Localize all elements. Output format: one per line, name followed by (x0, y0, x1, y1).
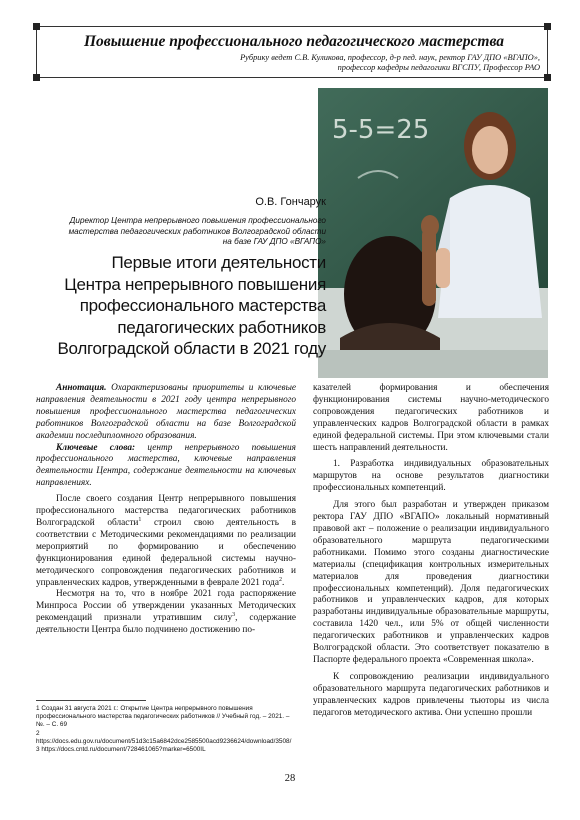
rubric-title: Повышение профессионального педагогического мастерства (83, 33, 505, 50)
text-column-right (313, 383, 549, 719)
abstract-label: Аннотация. (56, 383, 107, 393)
footnote: 3 https://docs.cntd.ru/document/728461065?marker=6500IL (36, 746, 206, 754)
footnote-divider (36, 700, 146, 701)
author-position (36, 216, 326, 248)
position-line: на базе ГАУ ДПО «ВГАПО» (222, 237, 326, 246)
classroom-illustration (318, 88, 548, 378)
title-line: Центра непрерывного повышения (64, 274, 326, 294)
title-line: педагогических работников (117, 317, 326, 337)
keywords (36, 443, 296, 491)
corner-mark (33, 23, 40, 30)
text-column-left (36, 383, 296, 637)
editor-line: профессор кафедры педагогики ВГСПУ, Профессор РАО (337, 63, 540, 72)
title-line: Первые итоги деятельности (111, 253, 326, 272)
abstract-text: Охарактеризованы приоритеты и ключевые направления деятельности в 2021 году центра непрерывного повышения профессионального мастерства педагогических работников Волгоградской области на базе Волгоградской академии последипломного образования. (36, 383, 296, 441)
footnote: 2 https://docs.edu.gov.ru/document/51d3c15a6842dce2585500acd9236624/download/3508/ (36, 729, 292, 745)
paragraph: Для этого был разработан и утвержден приказом ректора ГАУ ДПО «ВГАПО» локальный нормативный правовой акт – положение о реализации индивидуального образовательного маршрута педагогическими работниками. Помимо этого созданы диагностические материалы (спецификация контрольных измерительных материалов для проведения диагностики профессиональных компетенций). Доля педагогических работников и управленческих кадров, для которых разработаны индивидуальные образовательные маршруты, составила 1420 чел., или 5% от общей численности педагогических работников и управленческих кадров Волгоградской области. Это соответствует показателю в Паспорте федерального проекта «Современная школа». (313, 500, 549, 665)
position-line: Директор Центра непрерывного повышения профессионального (69, 216, 326, 225)
corner-mark (33, 74, 40, 81)
keywords-text: центр непрерывного повышения профессионального мастерства, ключевые направления деятельности Центра, содержание деятельности на ключевых направлениях. (36, 442, 296, 489)
corner-mark (544, 74, 551, 81)
abstract (36, 383, 296, 443)
title-line: профессионального мастерства (79, 296, 326, 315)
board-text: 5-5=25 (332, 115, 430, 145)
corner-mark (544, 23, 551, 30)
keywords-label: Ключевые слова: (56, 442, 136, 453)
footnotes (36, 705, 296, 754)
paragraph: казателей формирования и обеспечения функционирования системы научно-методического сопровождения педагогических работников и управленческих кадров Волгоградской области в рамках единой федеральной системы. При этом ключевыми стали шесть направлений деятельности. (313, 383, 549, 453)
footnote: 1 Создан 31 августа 2021 г.: Открытие Центра непрерывного повышения профессионального мастерства педагогических работников // Учебный год. – 2021. – №. – С. 69 (36, 705, 290, 729)
article-title (36, 252, 326, 360)
paragraph: После своего создания Центр непрерывного повышения профессионального мастерства педагогических работников Волгоградской области$^1$ строил свою деятельность в соответствии с Методическими рекомендациями по реализации мероприятий по формированию и обеспечению функционирования единой федеральной системы научно-методического сопровождения педагогических работников и управленческих кадров, утвержденными в феврале 2021 года$^2$. (36, 494, 296, 588)
title-line: Волгоградской области в 2021 году (57, 339, 326, 358)
paragraph: К сопровождению реализации индивидуального образовательного маршрута педагогических работников и управленческих кадров привлечены тьюторы из числа педагогов методического актива. Они успешно прошли (313, 671, 549, 718)
rubric-editor (48, 53, 540, 73)
position-line: мастерства педагогических работников Волгоградской области (68, 226, 326, 236)
page-number: 28 (284, 773, 296, 784)
classroom-photo (318, 88, 548, 378)
paragraph: Несмотря на то, что в ноябре 2021 года распоряжение Минпроса России об утверждении указанных Методических рекомендаций признали утратившим силу$^3$, содержание деятельности Центра было подчинено достижению по- (36, 589, 296, 636)
editor-line: Рубрику ведет С.В. Куликова, профессор, д-р пед. наук, ректор ГАУ ДПО «ВГАПО», (240, 53, 540, 62)
paragraph: 1. Разработка индивидуальных образовательных маршрутов на основе результатов диагностики профессиональных компетенций. (313, 459, 549, 494)
author-name: О.В. Гончарук (255, 196, 326, 208)
